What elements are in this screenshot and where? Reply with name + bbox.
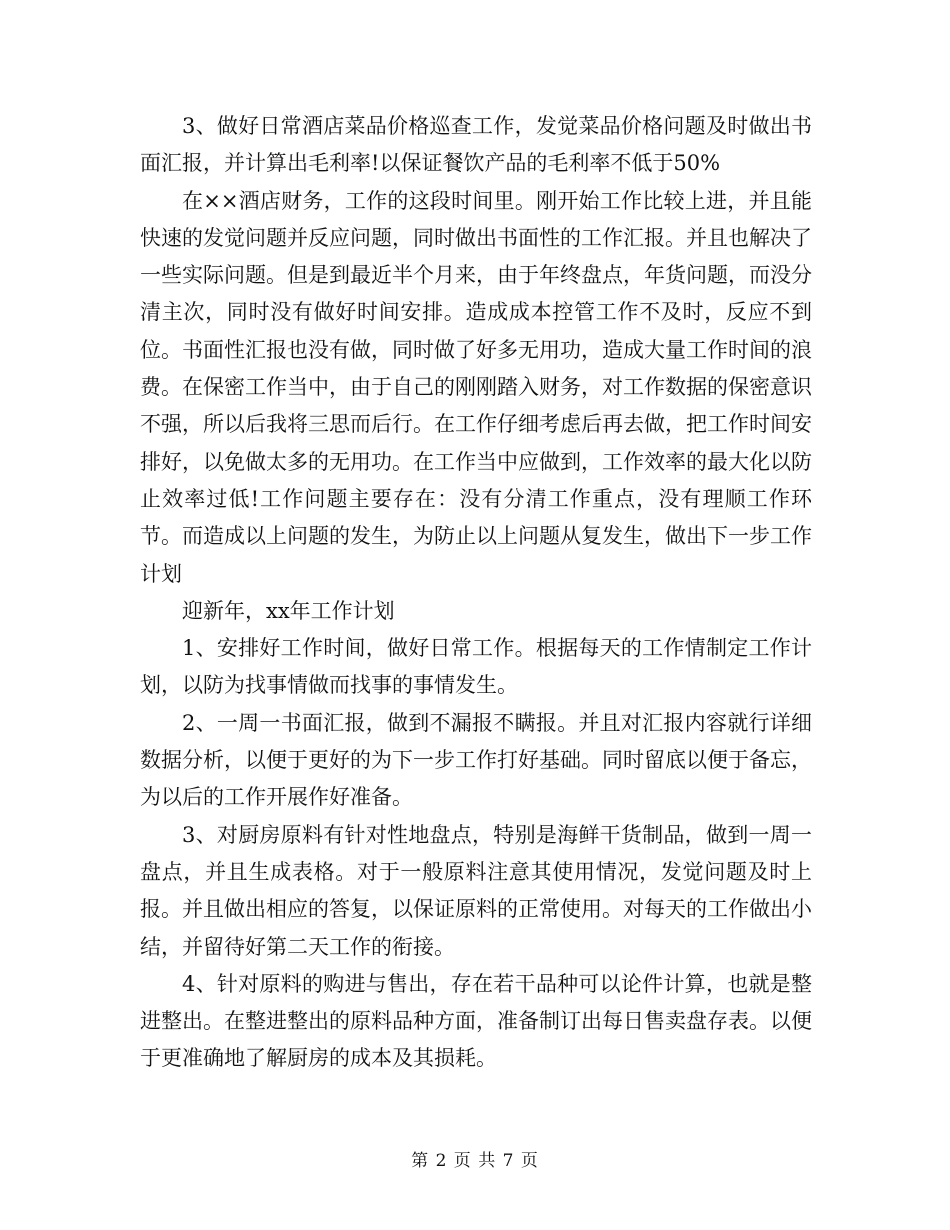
document-body <box>140 108 812 1078</box>
paragraph-new-year-plan-heading: 迎新年，xx年工作计划 <box>182 598 395 623</box>
paragraph-work-review: 在××酒店财务，工作的这段时间里。刚开始工作比较上进，并且能快速的发觉问题并反应问题，同时做出书面性的工作汇报。并且也解决了一些实际问题。但是到最近半个月来，由于年终盘点，年货问题，而没分清主次，同时没有做好时间安排。造成成本控管工作不及时，反应不到位。书面性汇报也没有做，同时做了好多无用功，造成大量工作时间的浪费。在保密工作当中，由于自己的刚刚踏入财务，对工作数据的保密意识不强，所以后我将三思而后行。在工作仔细考虑后再去做，把工作时间安排好，以免做太多的无用功。在工作当中应做到，工作效率的最大化以防止效率过低!工作问题主要存在：没有分清工作重点，没有理顺工作环节。而造成以上问题的发生，为防止以上问题从复发生，做出下一步工作计划 <box>140 188 812 586</box>
paragraph-item-3-price-check: 3、做好日常酒店菜品价格巡查工作，发觉菜品价格问题及时做出书面汇报，并计算出毛利率!以保证餐饮产品的毛利率不低于50% <box>140 114 812 176</box>
page-number-footer: 第 2 页 共 7 页 <box>411 1151 539 1171</box>
paragraph-plan-item-1: 1、安排好工作时间，做好日常工作。根据每天的工作情制定工作计划，以防为找事情做而找事的事情发生。 <box>140 636 812 698</box>
paragraph-plan-item-3: 3、对厨房原料有针对性地盘点，特别是海鲜干货制品，做到一周一盘点，并且生成表格。对于一般原料注意其使用情况，发觉问题及时上报。并且做出相应的答复，以保证原料的正常使用。对每天的工作做出小结，并留待好第二天工作的衔接。 <box>140 822 812 959</box>
paragraph-plan-item-4: 4、针对原料的购进与售出，存在若干品种可以论件计算，也就是整进整出。在整进整出的原料品种方面，准备制订出每日售卖盘存表。以便于更准确地了解厨房的成本及其损耗。 <box>140 971 812 1071</box>
paragraph-plan-item-2: 2、一周一书面汇报，做到不漏报不瞒报。并且对汇报内容就行详细数据分析，以便于更好的为下一步工作打好基础。同时留底以便于备忘，为以后的工作开展作好准备。 <box>140 710 812 810</box>
